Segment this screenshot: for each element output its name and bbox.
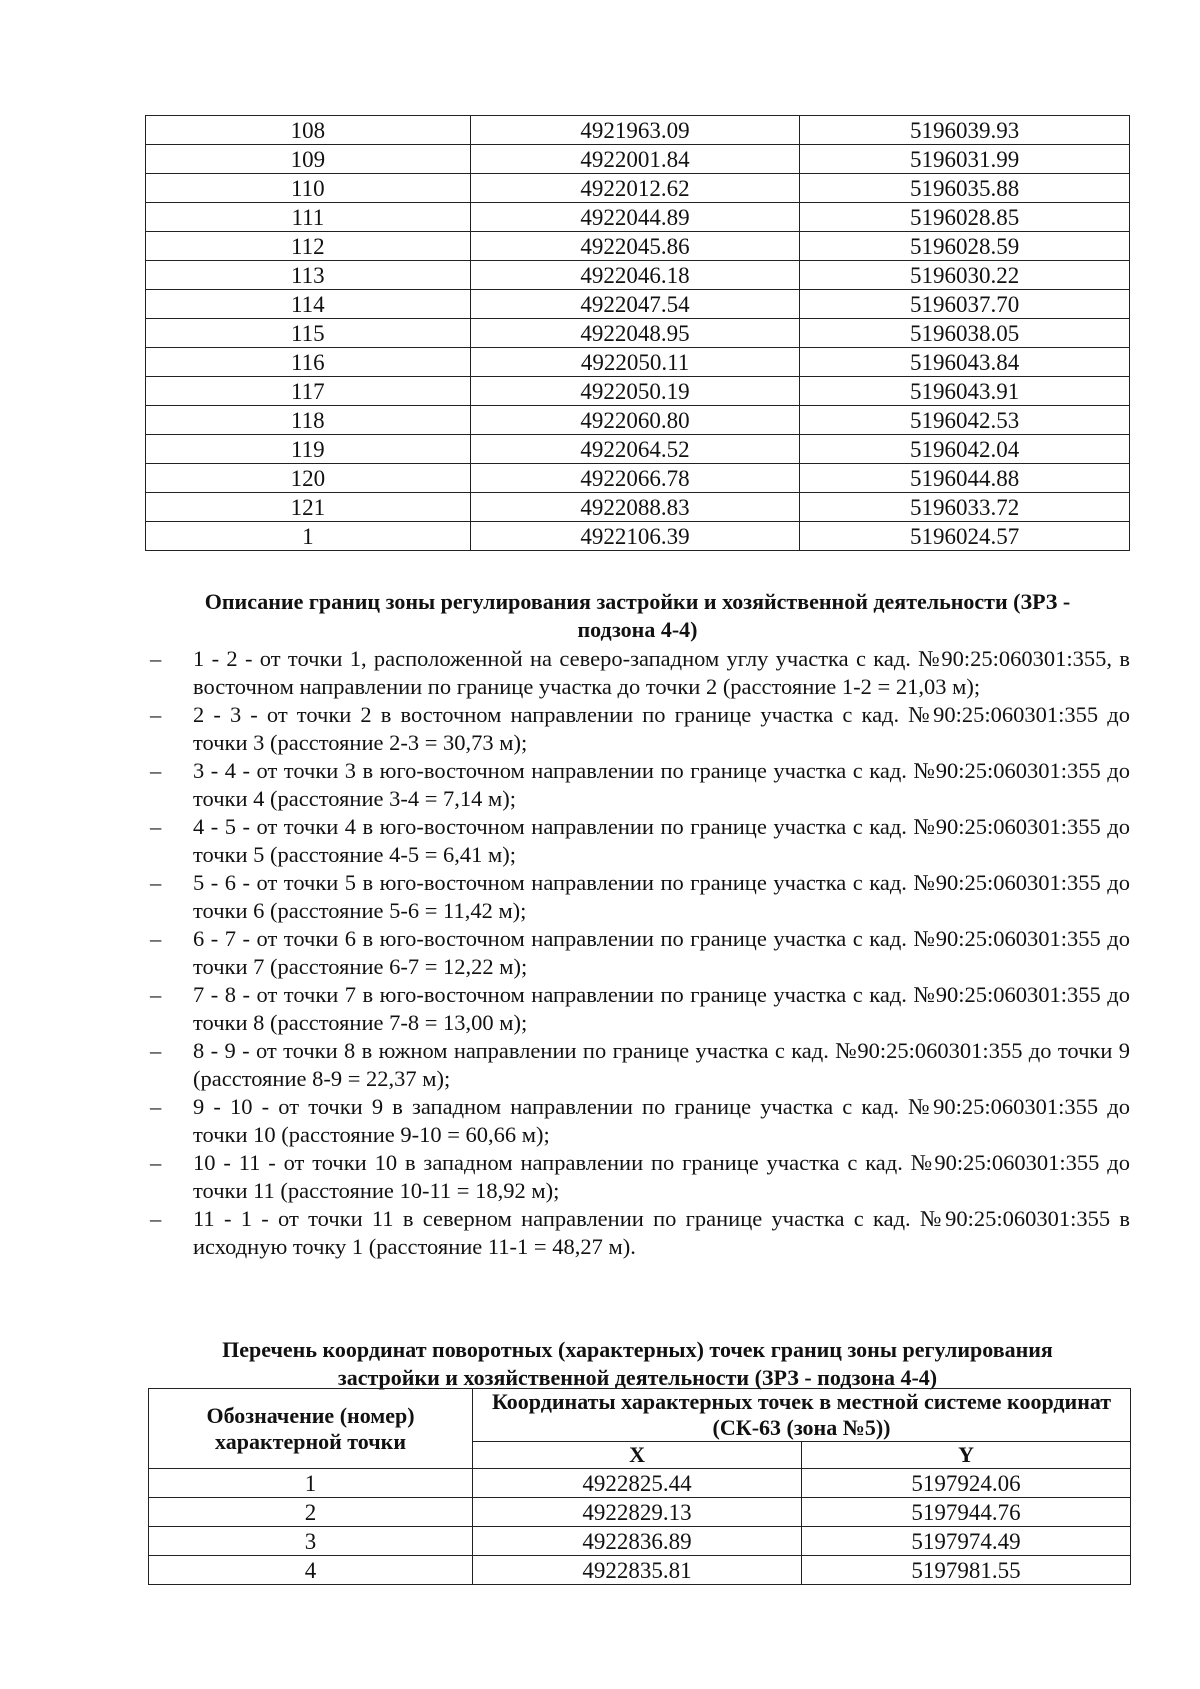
point-number-cell: 112: [146, 232, 471, 261]
x-coordinate-cell: 4922045.86: [470, 232, 800, 261]
y-coordinate-cell: 5196042.04: [800, 435, 1130, 464]
x-coordinate-cell: 4922047.54: [470, 290, 800, 319]
table-row: [146, 145, 1130, 174]
x-coordinate-cell: 4922046.18: [470, 261, 800, 290]
point-number-cell: 4: [149, 1556, 473, 1585]
list-item-text: 2 - 3 - от точки 2 в восточном направлении по границе участка с кад. №90:25:060301:355 до точки 3 (расстояние 2-3 = 30,73 м);: [193, 702, 1130, 755]
y-coordinate-cell: 5196043.91: [800, 377, 1130, 406]
dash-bullet: –: [150, 982, 162, 1007]
point-number-cell: 117: [146, 377, 471, 406]
heading-line: Перечень координат поворотных (характерных) точек границ зоны регулирования: [222, 1337, 1053, 1362]
x-coordinate-cell: 4922048.95: [470, 319, 800, 348]
dash-bullet: –: [150, 1094, 162, 1119]
list-item-text: 10 - 11 - от точки 10 в западном направлении по границе участка с кад. №90:25:060301:355 до точки 11 (расстояние 10-11 = 18,92 м);: [193, 1150, 1130, 1203]
list-item: [150, 757, 1130, 813]
table-row: [146, 406, 1130, 435]
y-coordinate-cell: 5196031.99: [800, 145, 1130, 174]
x-coordinate-cell: 4922836.89: [473, 1527, 802, 1556]
table-row: [146, 377, 1130, 406]
table-row: [146, 232, 1130, 261]
point-number-cell: 110: [146, 174, 471, 203]
point-number-cell: 118: [146, 406, 471, 435]
table-row: [146, 116, 1130, 145]
table-row: [146, 348, 1130, 377]
table-row: [146, 174, 1130, 203]
coordinates-list-heading: [145, 1336, 1130, 1392]
x-coordinate-cell: 4922050.11: [470, 348, 800, 377]
dash-bullet: –: [150, 1206, 162, 1231]
point-number-cell: 3: [149, 1527, 473, 1556]
list-item: [150, 869, 1130, 925]
boundary-description-list: [150, 645, 1130, 1261]
point-number-cell: 109: [146, 145, 471, 174]
y-coordinate-cell: 5196038.05: [800, 319, 1130, 348]
coordinates-table: [148, 1388, 1131, 1585]
point-number-cell: 114: [146, 290, 471, 319]
point-number-cell: 113: [146, 261, 471, 290]
heading-line: подзона 4-4): [577, 617, 698, 642]
y-coordinate-cell: 5196039.93: [800, 116, 1130, 145]
list-item-text: 11 - 1 - от точки 11 в северном направлении по границе участка с кад. №90:25:060301:355 в исходную точку 1 (расстояние 11-1 = 48,27 м).: [193, 1206, 1130, 1259]
y-coordinate-cell: 5196044.88: [800, 464, 1130, 493]
x-coordinate-cell: 4922106.39: [470, 522, 800, 551]
dash-bullet: –: [150, 758, 162, 783]
table-row: [146, 203, 1130, 232]
point-number-cell: 2: [149, 1498, 473, 1527]
point-number-cell: 121: [146, 493, 471, 522]
table-row: [146, 261, 1130, 290]
y-coordinate-cell: 5197981.55: [802, 1556, 1131, 1585]
y-coordinate-cell: 5196042.53: [800, 406, 1130, 435]
table-row: [149, 1527, 1131, 1556]
y-coordinate-cell: 5196030.22: [800, 261, 1130, 290]
x-coordinate-cell: 4922825.44: [473, 1469, 802, 1498]
x-coordinate-cell: 4922835.81: [473, 1556, 802, 1585]
x-coordinate-cell: 4921963.09: [470, 116, 800, 145]
list-item-text: 3 - 4 - от точки 3 в юго-восточном направлении по границе участка с кад. №90:25:060301:355 до точки 4 (расстояние 3-4 = 7,14 м);: [193, 758, 1130, 811]
x-coordinate-cell: 4922088.83: [470, 493, 800, 522]
table-row: [146, 493, 1130, 522]
y-coordinate-cell: 5196024.57: [800, 522, 1130, 551]
point-number-cell: 120: [146, 464, 471, 493]
heading-line: Описание границ зоны регулирования застройки и хозяйственной деятельности (ЗРЗ -: [204, 589, 1071, 614]
list-item-text: 8 - 9 - от точки 8 в южном направлении по границе участка с кад. №90:25:060301:355 до точки 9 (расстояние 8-9 = 22,37 м);: [193, 1038, 1130, 1091]
table-header-row: [149, 1389, 1131, 1442]
list-item-text: 9 - 10 - от точки 9 в западном направлении по границе участка с кад. №90:25:060301:355 до точки 10 (расстояние 9-10 = 60,66 м);: [193, 1094, 1130, 1147]
x-column-header: X: [473, 1442, 802, 1469]
list-item-text: 4 - 5 - от точки 4 в юго-восточном направлении по границе участка с кад. №90:25:060301:355 до точки 5 (расстояние 4-5 = 6,41 м);: [193, 814, 1130, 867]
dash-bullet: –: [150, 926, 162, 951]
list-item-text: 7 - 8 - от точки 7 в юго-восточном направлении по границе участка с кад. №90:25:060301:355 до точки 8 (расстояние 7-8 = 13,00 м);: [193, 982, 1130, 1035]
y-coordinate-cell: 5196033.72: [800, 493, 1130, 522]
y-coordinate-cell: 5197924.06: [802, 1469, 1131, 1498]
dash-bullet: –: [150, 1038, 162, 1063]
y-coordinate-cell: 5196043.84: [800, 348, 1130, 377]
x-coordinate-cell: 4922044.89: [470, 203, 800, 232]
point-number-cell: 116: [146, 348, 471, 377]
dash-bullet: –: [150, 702, 162, 727]
x-coordinate-cell: 4922050.19: [470, 377, 800, 406]
table-row: [146, 464, 1130, 493]
point-number-cell: 108: [146, 116, 471, 145]
table-row: [146, 435, 1130, 464]
list-item-text: 5 - 6 - от точки 5 в юго-восточном направлении по границе участка с кад. №90:25:060301:355 до точки 6 (расстояние 5-6 = 11,42 м);: [193, 870, 1130, 923]
dash-bullet: –: [150, 814, 162, 839]
list-item: [150, 1037, 1130, 1093]
list-item: [150, 645, 1130, 701]
table-row: [149, 1469, 1131, 1498]
table-row: [146, 522, 1130, 551]
coordinates-system-header: Координаты характерных точек в местной системе координат (СК-63 (зона №5)): [473, 1389, 1131, 1442]
y-column-header: Y: [802, 1442, 1131, 1469]
point-number-cell: 1: [146, 522, 471, 551]
point-number-cell: 119: [146, 435, 471, 464]
list-item: [150, 813, 1130, 869]
point-number-cell: 111: [146, 203, 471, 232]
x-coordinate-cell: 4922012.62: [470, 174, 800, 203]
y-coordinate-cell: 5196028.85: [800, 203, 1130, 232]
list-item: [150, 925, 1130, 981]
list-item: [150, 1093, 1130, 1149]
dash-bullet: –: [150, 1150, 162, 1175]
table-row: [149, 1556, 1131, 1585]
y-coordinate-cell: 5196035.88: [800, 174, 1130, 203]
table-row: [149, 1498, 1131, 1527]
list-item-text: 6 - 7 - от точки 6 в юго-восточном направлении по границе участка с кад. №90:25:060301:355 до точки 7 (расстояние 6-7 = 12,22 м);: [193, 926, 1130, 979]
x-coordinate-cell: 4922066.78: [470, 464, 800, 493]
y-coordinate-cell: 5197974.49: [802, 1527, 1131, 1556]
point-number-cell: 115: [146, 319, 471, 348]
list-item: [150, 1205, 1130, 1261]
dash-bullet: –: [150, 870, 162, 895]
point-designation-header: Обозначение (номер) характерной точки: [149, 1389, 473, 1469]
list-item-text: 1 - 2 - от точки 1, расположенной на северо-западном углу участка с кад. №90:25:060301:355, в восточном направлении по границе участка до точки 2 (расстояние 1-2 = 21,03 м);: [193, 646, 1130, 699]
dash-bullet: –: [150, 646, 162, 671]
x-coordinate-cell: 4922060.80: [470, 406, 800, 435]
y-coordinate-cell: 5197944.76: [802, 1498, 1131, 1527]
heading-line: застройки и хозяйственной деятельности (ЗРЗ - подзона 4-4): [337, 1365, 938, 1390]
list-item: [150, 981, 1130, 1037]
x-coordinate-cell: 4922001.84: [470, 145, 800, 174]
list-item: [150, 701, 1130, 757]
x-coordinate-cell: 4922829.13: [473, 1498, 802, 1527]
coordinates-table-continued: [145, 115, 1130, 551]
point-number-cell: 1: [149, 1469, 473, 1498]
y-coordinate-cell: 5196028.59: [800, 232, 1130, 261]
x-coordinate-cell: 4922064.52: [470, 435, 800, 464]
table-row: [146, 290, 1130, 319]
list-item: [150, 1149, 1130, 1205]
table-row: [146, 319, 1130, 348]
y-coordinate-cell: 5196037.70: [800, 290, 1130, 319]
boundary-description-heading: [145, 588, 1130, 644]
